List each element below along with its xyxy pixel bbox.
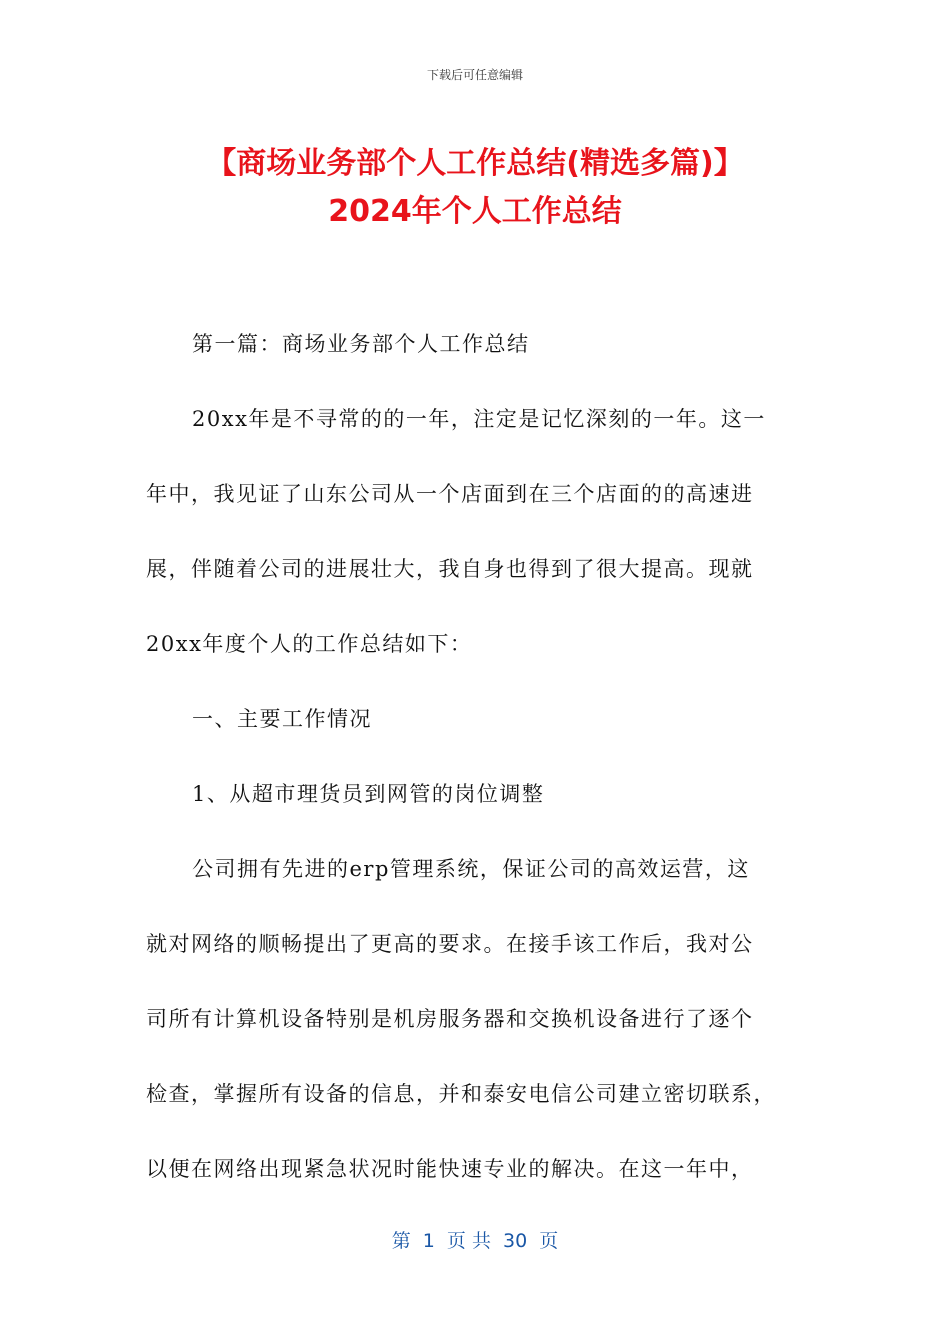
body-line: 就对网络的顺畅提出了更高的要求。在接手该工作后，我对公 — [146, 932, 754, 956]
header-note: 下载后可任意编辑 — [426, 68, 523, 82]
body-line: 以便在网络出现紧急状况时能快速专业的解决。在这一年中， — [146, 1157, 754, 1181]
body-line: 20xx年度个人的工作总结如下： — [146, 632, 473, 656]
document-body — [146, 318, 810, 1218]
body-line: 展，伴随着公司的进展壮大，我自身也得到了很大提高。现就 — [146, 557, 754, 581]
body-line: 检查，掌握所有设备的信息，并和泰安电信公司建立密切联系， — [146, 1082, 776, 1106]
body-line: 年中，我见证了山东公司从一个店面到在三个店面的的高速进 — [146, 482, 754, 506]
body-line: 第一篇：商场业务部个人工作总结 — [192, 332, 530, 356]
page-footer: 第 1 页 共 30 页 — [391, 1230, 559, 1252]
body-line: 1、从超市理货员到网管的岗位调整 — [192, 782, 545, 806]
body-line: 公司拥有先进的erp管理系统，保证公司的高效运营，这 — [192, 857, 750, 881]
title-line-2: 2024年个人工作总结 — [328, 194, 622, 229]
document-title — [40, 140, 910, 236]
body-line: 司所有计算机设备特别是机房服务器和交换机设备进行了逐个 — [146, 1007, 754, 1031]
title-line-1: 【商场业务部个人工作总结(精选多篇)】 — [206, 146, 744, 181]
body-line: 一、主要工作情况 — [192, 707, 372, 731]
body-line: 20xx年是不寻常的的一年，注定是记忆深刻的一年。这一 — [192, 407, 766, 431]
